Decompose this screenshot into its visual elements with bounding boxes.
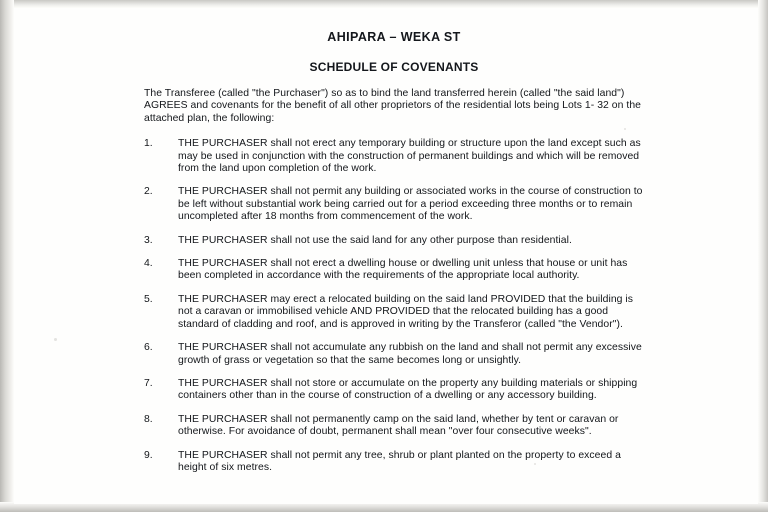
clause-text: THE PURCHASER may erect a relocated building on the said land PROVIDED that the building is not a caravan or immobilised vehicle AND PROVIDED that the relocated building has a good standard of cladding and roof, and is approved in writing by the Transferor (called "the Vendor").	[178, 293, 634, 330]
clause-text: THE PURCHASER shall not permit any building or associated works in the course of construction to be left without substantial work being carried out for a period exceeding three months or to remain uncompleted after 18 months from commencement of the work.	[178, 186, 643, 223]
clause-number: 1.	[144, 138, 153, 150]
clause-item	[144, 414, 644, 439]
clause-text: THE PURCHASER shall not store or accumulate on the property any building materials or shipping containers other than in the course of construction of a dwelling or any accessory building.	[178, 377, 638, 402]
clause-item	[144, 138, 644, 175]
scan-speck	[54, 338, 57, 341]
clause-text: THE PURCHASER shall not permit any tree, shrub or plant planted on the property to exceed a height of six metres.	[178, 449, 621, 473]
clause-item	[144, 294, 644, 331]
clause-number: 3.	[144, 234, 153, 246]
clause-text: THE PURCHASER shall not erect a dwelling house or dwelling unit unless that house or unit has been completed in accordance with the requirements of the appropriate local authority.	[178, 258, 628, 282]
clause-number: 6.	[144, 342, 153, 354]
clause-number: 8.	[144, 413, 153, 425]
clause-text: THE PURCHASER shall not permanently camp on the said land, whether by tent or caravan or otherwise. For avoidance of doubt, permanent shall mean "over four consecutive weeks".	[178, 413, 619, 438]
scan-edge-left	[0, 0, 14, 512]
document-title: AHIPARA – WEKA ST	[327, 30, 461, 44]
clause-text: THE PURCHASER shall not accumulate any rubbish on the land and shall not permit any excessive growth of grass or vegetation so that the same becomes long or unsightly.	[178, 342, 642, 366]
clause-item	[144, 186, 644, 223]
clause-item	[144, 235, 644, 247]
clause-text: THE PURCHASER shall not erect any temporary building or structure upon the land except such as may be used in conjunction with the construction of permanent buildings and which will be removed from the land upon completion of the work.	[178, 138, 641, 175]
clause-number: 5.	[144, 293, 153, 305]
clause-item	[144, 258, 644, 283]
scan-edge-right	[758, 0, 768, 512]
clause-item	[144, 342, 644, 367]
clause-number: 9.	[144, 449, 153, 461]
document-subtitle: SCHEDULE OF COVENANTS	[309, 60, 479, 74]
clause-number: 4.	[144, 258, 153, 270]
clause-number: 2.	[144, 186, 153, 198]
paper-sheet	[14, 8, 758, 504]
intro-paragraph: The Transferee (called "the Purchaser") so as to bind the land transferred herein (called "the said land") AGREES and covenants for the benefit of all other proprietors of the residential lots being Lots 1- 32 on the attached plan, the following:	[144, 88, 641, 124]
document-content	[144, 30, 644, 485]
clause-text: THE PURCHASER shall not use the said land for any other purpose than residential.	[178, 234, 572, 246]
clause-item	[144, 450, 644, 475]
clause-number: 7.	[144, 377, 153, 389]
scan-edge-top	[0, 0, 768, 8]
clause-item	[144, 378, 644, 403]
